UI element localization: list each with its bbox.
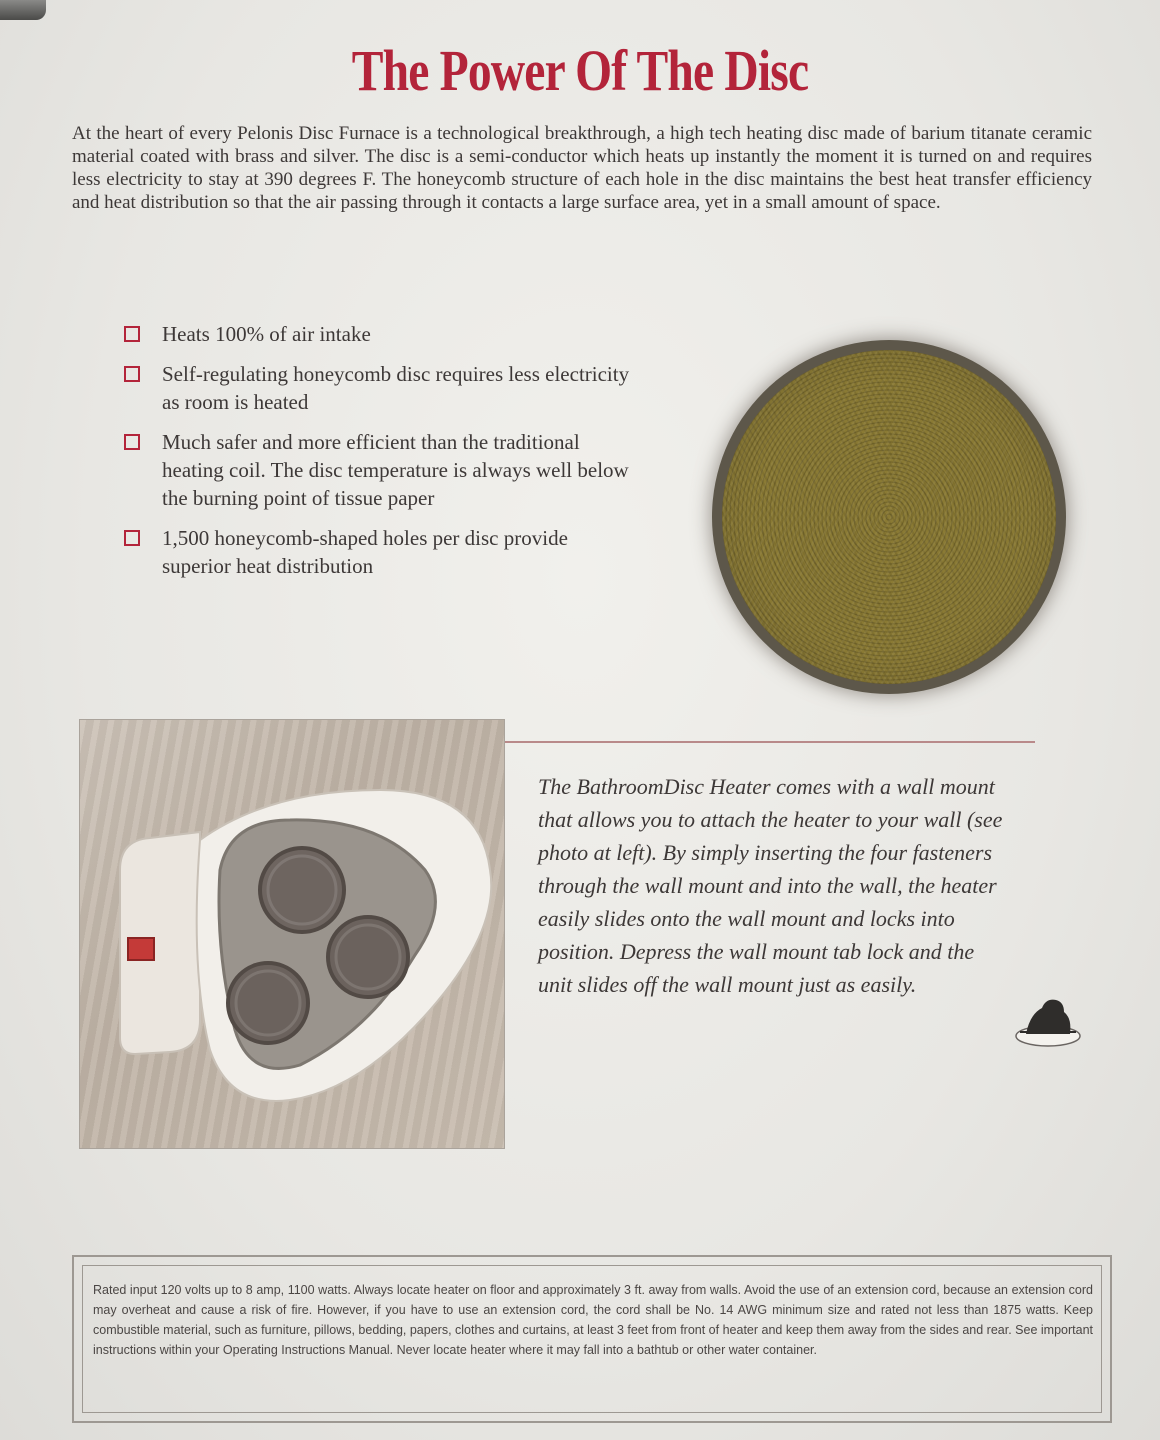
caption-paragraph: The BathroomDisc Heater comes with a wall mount that allows you to attach the heater to your wall (see photo at left). By simply inserting the four fasteners through the wall mount and into the wall, the heater easily slides onto the wall mount and locks into position. Depress the wall mount tab lock and the unit slides off the wall mount just as easily. [538,774,1003,997]
page-title: The Power Of The Disc [351,38,809,103]
safety-notice-box [72,1255,1112,1423]
heater-photo [80,720,504,1148]
list-item [118,428,638,512]
heating-disc-image [722,350,1056,684]
intro-paragraph: At the heart of every Pelonis Disc Furnace is a technological breakthrough, a high tech heating disc made of barium titanate ceramic material coated with brass and silver. The disc is a semi-conductor which heats up instantly the moment it is turned on and requires less electricity to stay at 390 degrees F. The honeycomb structure of each hole in the disc maintains the best heat transfer efficiency and heat distribution so that the air passing through it contacts a large surface area, yet in a small amount of space. [72,123,1092,213]
list-item [118,320,638,348]
list-item-text: Self-regulating honeycomb disc requires less electricity as room is heated [162,362,630,414]
section-divider [500,741,1035,743]
list-item-text: Much safer and more efficient than the traditional heating coil. The disc temperature is always well below the burning point of tissue paper [162,430,629,510]
heater-illustration [80,720,504,1148]
checkbox-icon [124,326,140,342]
list-item-text: 1,500 honeycomb-shaped holes per disc provide superior heat distribution [162,526,568,578]
checkbox-icon [124,366,140,382]
binder-clip [0,0,46,20]
checkbox-icon [124,530,140,546]
list-item-text: Heats 100% of air intake [162,322,371,346]
lion-logo-icon [1012,992,1084,1050]
list-item [118,524,638,580]
checkbox-icon [124,434,140,450]
safety-notice-text: Rated input 120 volts up to 8 amp, 1100 watts. Always locate heater on floor and approximately 3 ft. away from walls. Avoid the use of an extension cord, because an extension cord may overheat and cause a risk of fire. However, if you have to use an extension cord, the cord shall be No. 14 AWG minimum size and rated not less than 1875 watts. Keep combustible material, such as furniture, pillows, bedding, papers, clothes and curtains, at least 3 feet from front of heater and keep them away from the sides and rear. See important instructions within your Operating Instructions Manual. Never locate heater where it may fall into a bathtub or other water container. [82,1265,1102,1413]
honeycomb-texture [722,350,1056,684]
list-item [118,360,638,416]
feature-list [118,320,638,592]
